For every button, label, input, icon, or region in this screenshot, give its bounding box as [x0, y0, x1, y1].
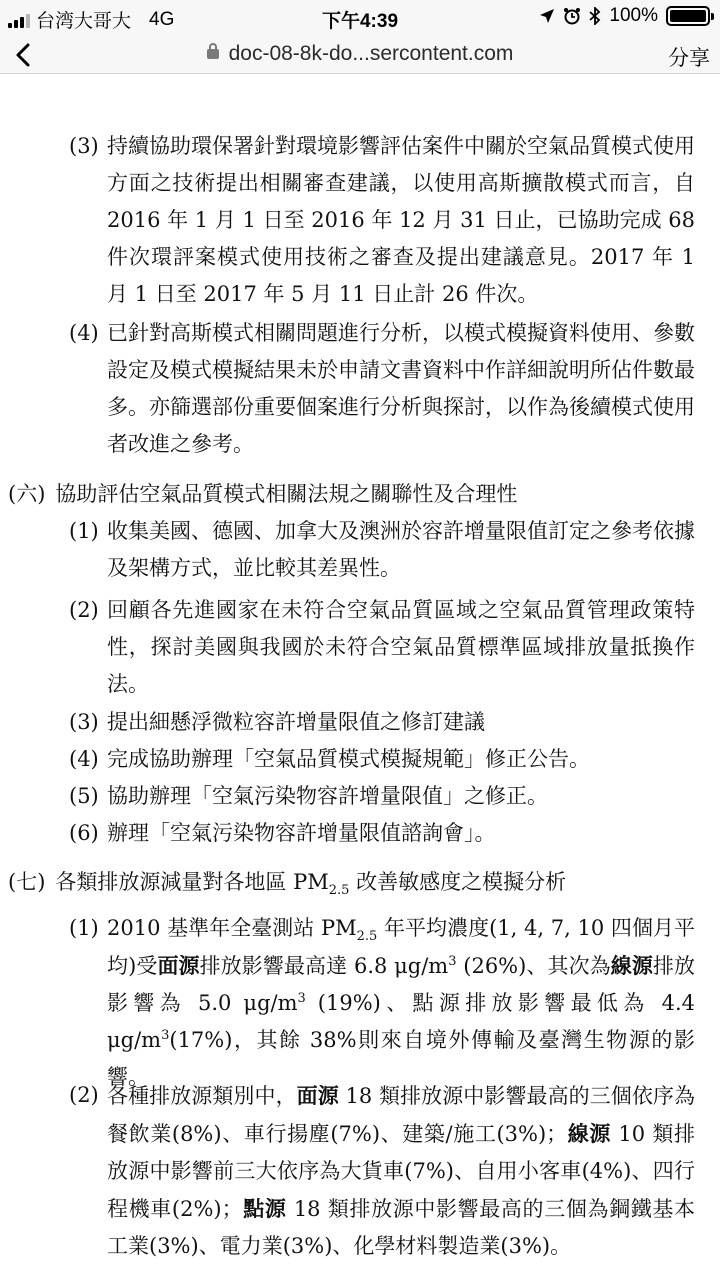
- item-number: (3): [69, 134, 99, 158]
- status-bar: [0, 0, 720, 36]
- emphasis-line-source: 線源: [610, 953, 653, 978]
- list-item: [69, 513, 695, 587]
- status-time: 下午4:39: [321, 11, 399, 32]
- carrier-name: 台湾大哥大: [36, 11, 132, 32]
- item-text: 辦理「空氣污染物容許增量限值諮詢會」。: [107, 821, 496, 845]
- location-icon: [539, 8, 555, 24]
- item-number: (4): [69, 321, 99, 345]
- section-number: (七): [8, 870, 46, 894]
- url-text: doc-08-8k-do...sercontent.com: [228, 42, 514, 65]
- document-viewer[interactable]: [0, 74, 720, 1280]
- section-title-a: 各類排放源減量對各地區 PM: [55, 870, 329, 894]
- alarm-icon: [563, 7, 581, 25]
- emphasis-area-source: 面源: [157, 953, 200, 978]
- section-heading-7: [8, 864, 566, 901]
- item-text: 提出細懸浮微粒容許增量限值之修訂建議: [107, 710, 485, 734]
- text-run: 18 類排放源中影響最高的三個依序為餐飲業(8%)、車行揚塵(7%)、建築/施工(3%)；: [107, 1084, 696, 1146]
- list-item: [69, 592, 695, 703]
- text-sup: 3: [161, 1028, 170, 1043]
- text-run: (26%)、其次為: [456, 954, 611, 978]
- item-text: 回顧各先進國家在未符合空氣品質區域之空氣品質管理政策特性，探討美國與我國於未符合空氣品質標準區域排放量抵換作法。: [107, 598, 695, 696]
- text-run: 年平均濃度(1, 4, 7, 10 四個月平均)受: [107, 916, 695, 978]
- item-text: 已針對高斯模式相關問題進行分析，以模式模擬資料使用、參數設定及模式模擬結果未於申請文書資料中作詳細說明所佔件數最多。亦篩選部份重要個案進行分析與探討，以作為後續模式使用者改進之參考。: [107, 321, 695, 456]
- list-item: [69, 815, 695, 852]
- section-title: 協助評估空氣品質模式相關法規之關聯性及合理性: [55, 482, 518, 506]
- section-title-b: 改善敏感度之模擬分析: [349, 870, 567, 894]
- url-bar[interactable]: [0, 42, 720, 66]
- text-run: 排放影響為 5.0 μg/m: [107, 954, 696, 1015]
- emphasis-area-source: 面源: [296, 1083, 339, 1108]
- text-sup: 3: [448, 954, 457, 969]
- list-item: [69, 704, 695, 741]
- text-run: 各種排放源類別中，: [107, 1084, 297, 1108]
- item-number: (1): [69, 916, 99, 940]
- item-text: 持續協助環保署針對環境影響評估案件中關於空氣品質模式使用方面之技術提出相關審查建議，以使用高斯擴散模式而言，自 2016 年 1 月 1 日至 2016 年 12 月 31 日止，已協助完成 68 件次環評案模式使用技術之審查及提出建議意見。2017 年 1 月 1 日至 2017 年 5 月 11 日止計 26 件次。: [107, 134, 695, 306]
- text-run: 排放影響最高達 6.8 μg/m: [199, 954, 449, 978]
- share-button[interactable]: 分享: [668, 47, 710, 70]
- item-number: (2): [69, 1083, 99, 1107]
- item-number: (2): [69, 598, 99, 622]
- text-sub: 2.5: [356, 929, 378, 945]
- item-number: (3): [69, 710, 99, 734]
- text-sup: 3: [297, 991, 306, 1006]
- status-right: [539, 5, 710, 27]
- emphasis-point-source: 點源: [242, 1196, 287, 1221]
- text-run: 2010 基準年全臺測站 PM: [107, 916, 357, 940]
- battery-icon: [666, 6, 710, 26]
- list-item: [69, 741, 695, 778]
- emphasis-line-source: 線源: [567, 1121, 612, 1146]
- item-number: (1): [69, 519, 99, 543]
- section-title-sub: 2.5: [328, 883, 350, 899]
- item-number: (5): [69, 784, 99, 808]
- list-item: [69, 1077, 696, 1265]
- item-number: (4): [69, 747, 99, 771]
- list-item: [69, 778, 695, 815]
- section-number: (六): [8, 482, 46, 506]
- battery-level: [670, 10, 706, 22]
- item-text: 協助辦理「空氣污染物容許增量限值」之修正。: [107, 784, 548, 808]
- text-run: (19%)、點源排放影響最低為 4.4 μg/m: [107, 991, 695, 1052]
- text-run: (17%)，其餘 38%則來自境外傳輸及臺灣生物源的影響。: [107, 1028, 695, 1089]
- network-type: 4G: [149, 8, 175, 30]
- item-text: 收集美國、德國、加拿大及澳洲於容許增量限值訂定之參考依據及架構方式，並比較其差異性。: [107, 519, 695, 580]
- browser-nav-bar: [0, 36, 720, 74]
- item-text: 完成協助辦理「空氣品質模式模擬規範」修正公告。: [107, 747, 590, 771]
- text-run: 10 類排放源中影響前三大依序為大貨車(7%)、自用小客車(4%)、四行程機車(2%)；: [107, 1122, 695, 1221]
- lock-icon: [207, 49, 219, 59]
- list-item: [69, 128, 695, 313]
- section-heading-6: [8, 476, 517, 513]
- bluetooth-icon: [589, 7, 601, 25]
- list-item: [69, 315, 695, 463]
- text-run: 18 類排放源中影響最高的三個為鋼鐵基本工業(3%)、電力業(3%)、化學材料製造業(3%)。: [107, 1197, 696, 1258]
- battery-percent: 100%: [609, 5, 658, 26]
- list-item: [69, 910, 696, 1096]
- item-number: (6): [69, 821, 99, 845]
